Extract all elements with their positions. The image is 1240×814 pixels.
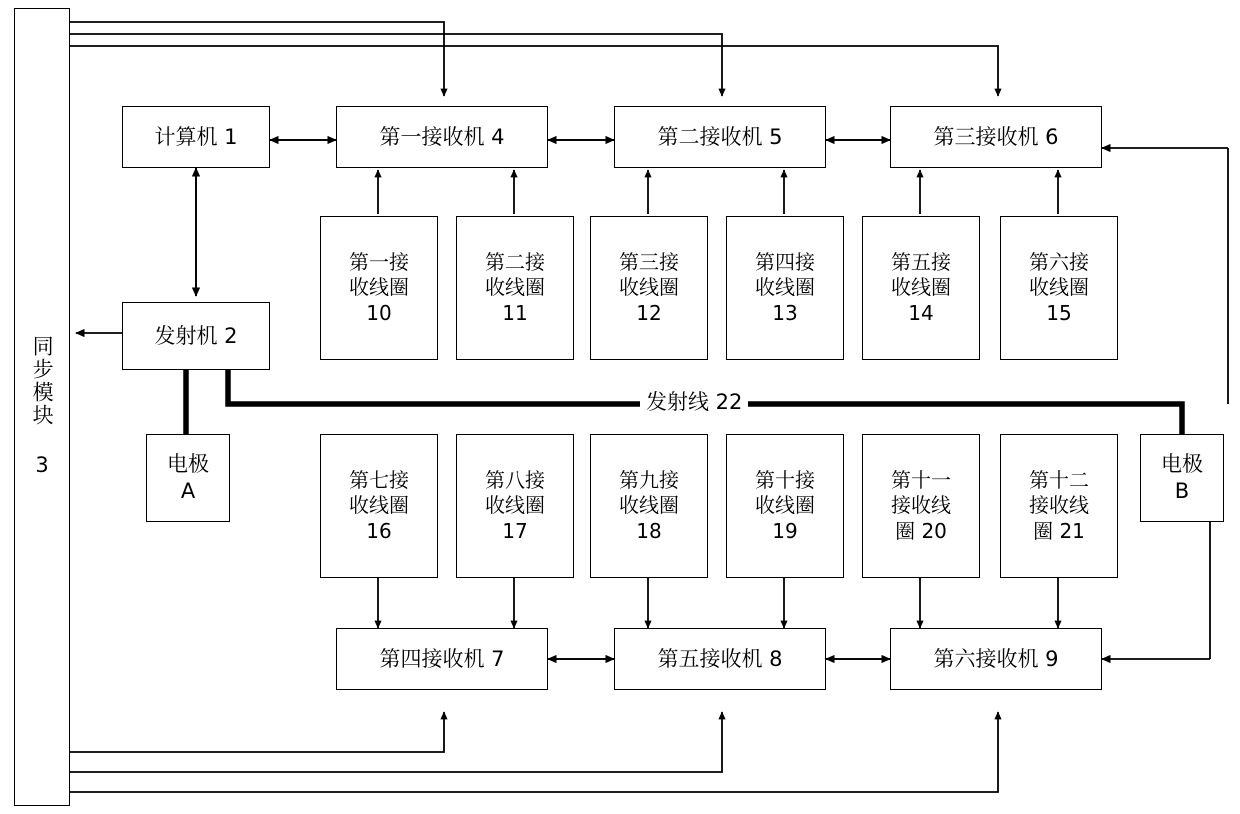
node-coil-10[interactable]: 第一接 收线圈 10 bbox=[320, 216, 438, 360]
node-receiver-2[interactable]: 第二接收机 5 bbox=[614, 106, 826, 168]
node-receiver-3[interactable]: 第三接收机 6 bbox=[890, 106, 1102, 168]
node-receiver-6[interactable]: 第六接收机 9 bbox=[890, 628, 1102, 690]
node-coil-21[interactable]: 第十二 接收线 圈 21 bbox=[1000, 434, 1118, 578]
node-coil-13[interactable]: 第四接 收线圈 13 bbox=[726, 216, 844, 360]
node-coil-20[interactable]: 第十一 接收线 圈 20 bbox=[862, 434, 980, 578]
node-receiver-1[interactable]: 第一接收机 4 bbox=[336, 106, 548, 168]
node-electrode-a[interactable]: 电极 A bbox=[146, 434, 230, 522]
node-transmitter[interactable]: 发射机 2 bbox=[122, 302, 270, 370]
node-coil-12[interactable]: 第三接 收线圈 12 bbox=[590, 216, 708, 360]
node-coil-11[interactable]: 第二接 收线圈 11 bbox=[456, 216, 574, 360]
node-coil-19[interactable]: 第十接 收线圈 19 bbox=[726, 434, 844, 578]
node-coil-15[interactable]: 第六接 收线圈 15 bbox=[1000, 216, 1118, 360]
label-transmit-line: 发射线 22 bbox=[640, 386, 748, 416]
node-receiver-5[interactable]: 第五接收机 8 bbox=[614, 628, 826, 690]
node-coil-14[interactable]: 第五接 收线圈 14 bbox=[862, 216, 980, 360]
node-receiver-4[interactable]: 第四接收机 7 bbox=[336, 628, 548, 690]
node-coil-18[interactable]: 第九接 收线圈 18 bbox=[590, 434, 708, 578]
node-computer[interactable]: 计算机 1 bbox=[122, 106, 270, 168]
node-coil-16[interactable]: 第七接 收线圈 16 bbox=[320, 434, 438, 578]
node-electrode-b[interactable]: 电极 B bbox=[1140, 434, 1224, 522]
node-coil-17[interactable]: 第八接 收线圈 17 bbox=[456, 434, 574, 578]
node-sync-module[interactable]: 同步模块 3 bbox=[14, 8, 70, 806]
